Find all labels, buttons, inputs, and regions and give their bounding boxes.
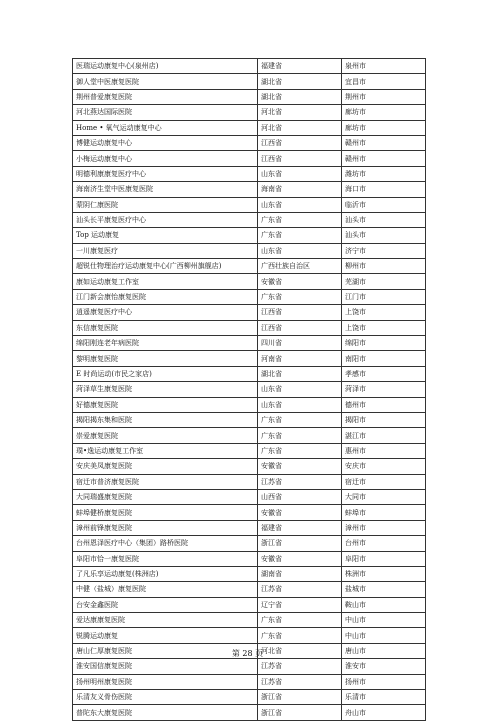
table-row [73, 459, 426, 474]
city-cell: 汕头市 [342, 228, 426, 243]
table-row [73, 274, 426, 289]
table-row [73, 320, 426, 335]
province-cell: 安徽省 [258, 274, 342, 289]
table-row [73, 120, 426, 135]
city-cell: 唐山市 [342, 643, 426, 658]
city-cell: 扬州市 [342, 674, 426, 689]
institution-name-cell: 东信康复医院 [73, 320, 258, 335]
institution-name-cell: 海南济生堂中医康复医院 [73, 182, 258, 197]
table-row [73, 428, 426, 443]
province-cell: 广东省 [258, 412, 342, 427]
province-cell: 浙江省 [258, 705, 342, 720]
institution-name-cell: 大同瑞盛康复医院 [73, 489, 258, 504]
province-cell: 江西省 [258, 320, 342, 335]
table-row [73, 89, 426, 104]
table-row [73, 182, 426, 197]
institution-name-cell: 黎明康复医院 [73, 351, 258, 366]
institution-table [72, 58, 426, 721]
institution-name-cell: 小梅运动康复中心 [73, 151, 258, 166]
province-cell: 浙江省 [258, 536, 342, 551]
table-row [73, 74, 426, 89]
institution-name-cell: 明德利康康复医疗中心 [73, 166, 258, 181]
table-row [73, 582, 426, 597]
province-cell: 湖北省 [258, 74, 342, 89]
province-cell: 湖南省 [258, 566, 342, 581]
table-row [73, 613, 426, 628]
city-cell: 上饶市 [342, 305, 426, 320]
province-cell: 河北省 [258, 120, 342, 135]
city-cell: 潍坊市 [342, 166, 426, 181]
province-cell: 湖北省 [258, 366, 342, 381]
city-cell: 阜阳市 [342, 551, 426, 566]
province-cell: 江西省 [258, 305, 342, 320]
table-row [73, 259, 426, 274]
city-cell: 赣州市 [342, 135, 426, 150]
institution-name-cell: 汕头长平康复医疗中心 [73, 212, 258, 227]
institution-name-cell: 超锐仕物理治疗运动康复中心(广西柳州旗舰店) [73, 259, 258, 274]
table-row [73, 166, 426, 181]
province-cell: 江西省 [258, 135, 342, 150]
province-cell: 湖北省 [258, 89, 342, 104]
province-cell: 山东省 [258, 382, 342, 397]
province-cell: 广东省 [258, 289, 342, 304]
city-cell: 上饶市 [342, 320, 426, 335]
institution-name-cell: 荆州普爱康复医院 [73, 89, 258, 104]
institution-name-cell: 爱达康康复医院 [73, 613, 258, 628]
city-cell: 临沂市 [342, 197, 426, 212]
institution-name-cell: 揭阳揭东集和医院 [73, 412, 258, 427]
province-cell: 山东省 [258, 166, 342, 181]
province-cell: 广西壮族自治区 [258, 259, 342, 274]
city-cell: 宿迁市 [342, 474, 426, 489]
city-cell: 芜湖市 [342, 274, 426, 289]
province-cell: 山西省 [258, 489, 342, 504]
institution-name-cell: 安庆美凤康复医院 [73, 459, 258, 474]
city-cell: 蚌埠市 [342, 505, 426, 520]
city-cell: 中山市 [342, 613, 426, 628]
province-cell: 福建省 [258, 59, 342, 74]
province-cell: 广东省 [258, 628, 342, 643]
table-row [73, 474, 426, 489]
institution-name-cell: 康如运动康复工作室 [73, 274, 258, 289]
province-cell: 安徽省 [258, 551, 342, 566]
province-cell: 广东省 [258, 443, 342, 458]
province-cell: 四川省 [258, 336, 342, 351]
city-cell: 孝感市 [342, 366, 426, 381]
city-cell: 淮安市 [342, 659, 426, 674]
province-cell: 福建省 [258, 520, 342, 535]
table-row [73, 135, 426, 150]
province-cell: 广东省 [258, 428, 342, 443]
institution-name-cell: 菏泽草生康复医院 [73, 382, 258, 397]
institution-name-cell: 漳州前锋康复医院 [73, 520, 258, 535]
city-cell: 安庆市 [342, 459, 426, 474]
table-row [73, 505, 426, 520]
city-cell: 汕头市 [342, 212, 426, 227]
institution-name-cell: 璞•逸运动康复工作室 [73, 443, 258, 458]
table-row [73, 628, 426, 643]
institution-name-cell: 唐山仁厚康复医院 [73, 643, 258, 658]
province-cell: 江苏省 [258, 474, 342, 489]
page-number: 第 28 页 [231, 649, 264, 658]
city-cell: 中山市 [342, 628, 426, 643]
table-row [73, 690, 426, 705]
province-cell: 安徽省 [258, 459, 342, 474]
institution-name-cell: 了凡乐享运动康复(株洲店) [73, 566, 258, 581]
table-row [73, 520, 426, 535]
institution-name-cell: 崇爱康复医院 [73, 428, 258, 443]
institution-name-cell: 中健（盐城）康复医院 [73, 582, 258, 597]
institution-name-cell: 医瑞运动康复中心(泉州店) [73, 59, 258, 74]
institution-name-cell: 阜阳市恰一康复医院 [73, 551, 258, 566]
city-cell: 大同市 [342, 489, 426, 504]
institution-name-cell: 博健运动康复中心 [73, 135, 258, 150]
table-row [73, 705, 426, 720]
table-row [73, 351, 426, 366]
table-row [73, 105, 426, 120]
province-cell: 山东省 [258, 243, 342, 258]
province-cell: 江苏省 [258, 674, 342, 689]
table-row [73, 659, 426, 674]
table-row [73, 289, 426, 304]
province-cell: 浙江省 [258, 690, 342, 705]
institution-name-cell: 淮安国信康复医院 [73, 659, 258, 674]
province-cell: 广东省 [258, 613, 342, 628]
city-cell: 株洲市 [342, 566, 426, 581]
table-row [73, 305, 426, 320]
province-cell: 河北省 [258, 105, 342, 120]
province-cell: 江苏省 [258, 582, 342, 597]
institution-name-cell: 锐腾运动康复 [73, 628, 258, 643]
table-row [73, 397, 426, 412]
table-row [73, 243, 426, 258]
city-cell: 惠州市 [342, 443, 426, 458]
province-cell: 河南省 [258, 351, 342, 366]
table-row [73, 536, 426, 551]
city-cell: 舟山市 [342, 705, 426, 720]
table-row [73, 597, 426, 612]
province-cell: 山东省 [258, 197, 342, 212]
table-row [73, 59, 426, 74]
province-cell: 安徽省 [258, 505, 342, 520]
province-cell: 江苏省 [258, 659, 342, 674]
city-cell: 漳州市 [342, 520, 426, 535]
province-cell: 辽宁省 [258, 597, 342, 612]
city-cell: 江门市 [342, 289, 426, 304]
institution-name-cell: 宿迁市普济康复医院 [73, 474, 258, 489]
institution-name-cell: E 时尚运动(市民之家店) [73, 366, 258, 381]
table-row [73, 382, 426, 397]
institution-name-cell: 台州恩泽医疗中心（集团）路桥医院 [73, 536, 258, 551]
city-cell: 鞍山市 [342, 597, 426, 612]
institution-name-cell: 蚌埠健桥康复医院 [73, 505, 258, 520]
city-cell: 绵阳市 [342, 336, 426, 351]
institution-name-cell: 蒙阴仁康医院 [73, 197, 258, 212]
city-cell: 湛江市 [342, 428, 426, 443]
institution-name-cell: 江门新会康怡康复医院 [73, 289, 258, 304]
province-cell: 山东省 [258, 397, 342, 412]
city-cell: 廊坊市 [342, 120, 426, 135]
institution-name-cell: 绵阳刚连老年病医院 [73, 336, 258, 351]
institution-name-cell: 好德康复医院 [73, 397, 258, 412]
city-cell: 南阳市 [342, 351, 426, 366]
city-cell: 海口市 [342, 182, 426, 197]
city-cell: 柳州市 [342, 259, 426, 274]
city-cell: 廊坊市 [342, 105, 426, 120]
city-cell: 泉州市 [342, 59, 426, 74]
city-cell: 乐清市 [342, 690, 426, 705]
city-cell: 济宁市 [342, 243, 426, 258]
table-row [73, 443, 426, 458]
table-row [73, 151, 426, 166]
city-cell: 盐城市 [342, 582, 426, 597]
province-cell: 广东省 [258, 228, 342, 243]
institution-name-cell: 河北燕达国际医院 [73, 105, 258, 120]
institution-name-cell: 乐清友义骨伤医院 [73, 690, 258, 705]
table-row [73, 228, 426, 243]
table-row [73, 212, 426, 227]
document-page [72, 58, 425, 721]
city-cell: 揭阳市 [342, 412, 426, 427]
table-row [73, 566, 426, 581]
institution-name-cell: Home • 氧气运动康复中心 [73, 120, 258, 135]
table-row [73, 366, 426, 381]
institution-name-cell: 逍遥康复医疗中心 [73, 305, 258, 320]
table-row [73, 551, 426, 566]
institution-name-cell: 普陀东大康复医院 [73, 705, 258, 720]
institution-name-cell: 御人堂中医康复医院 [73, 74, 258, 89]
city-cell: 菏泽市 [342, 382, 426, 397]
table-body [73, 59, 426, 721]
table-row [73, 336, 426, 351]
institution-name-cell: 扬州明州康复医院 [73, 674, 258, 689]
city-cell: 德州市 [342, 397, 426, 412]
city-cell: 荆州市 [342, 89, 426, 104]
province-cell: 广东省 [258, 212, 342, 227]
institution-name-cell: Top 运动康复 [73, 228, 258, 243]
city-cell: 赣州市 [342, 151, 426, 166]
table-row [73, 674, 426, 689]
table-row [73, 489, 426, 504]
province-cell: 海南省 [258, 182, 342, 197]
city-cell: 宜昌市 [342, 74, 426, 89]
table-row [73, 412, 426, 427]
province-cell: 江西省 [258, 151, 342, 166]
province-cell: 河北省 [258, 643, 342, 658]
institution-name-cell: 台安金鑫医院 [73, 597, 258, 612]
institution-name-cell: 一川康复医疗 [73, 243, 258, 258]
city-cell: 台州市 [342, 536, 426, 551]
table-row [73, 197, 426, 212]
